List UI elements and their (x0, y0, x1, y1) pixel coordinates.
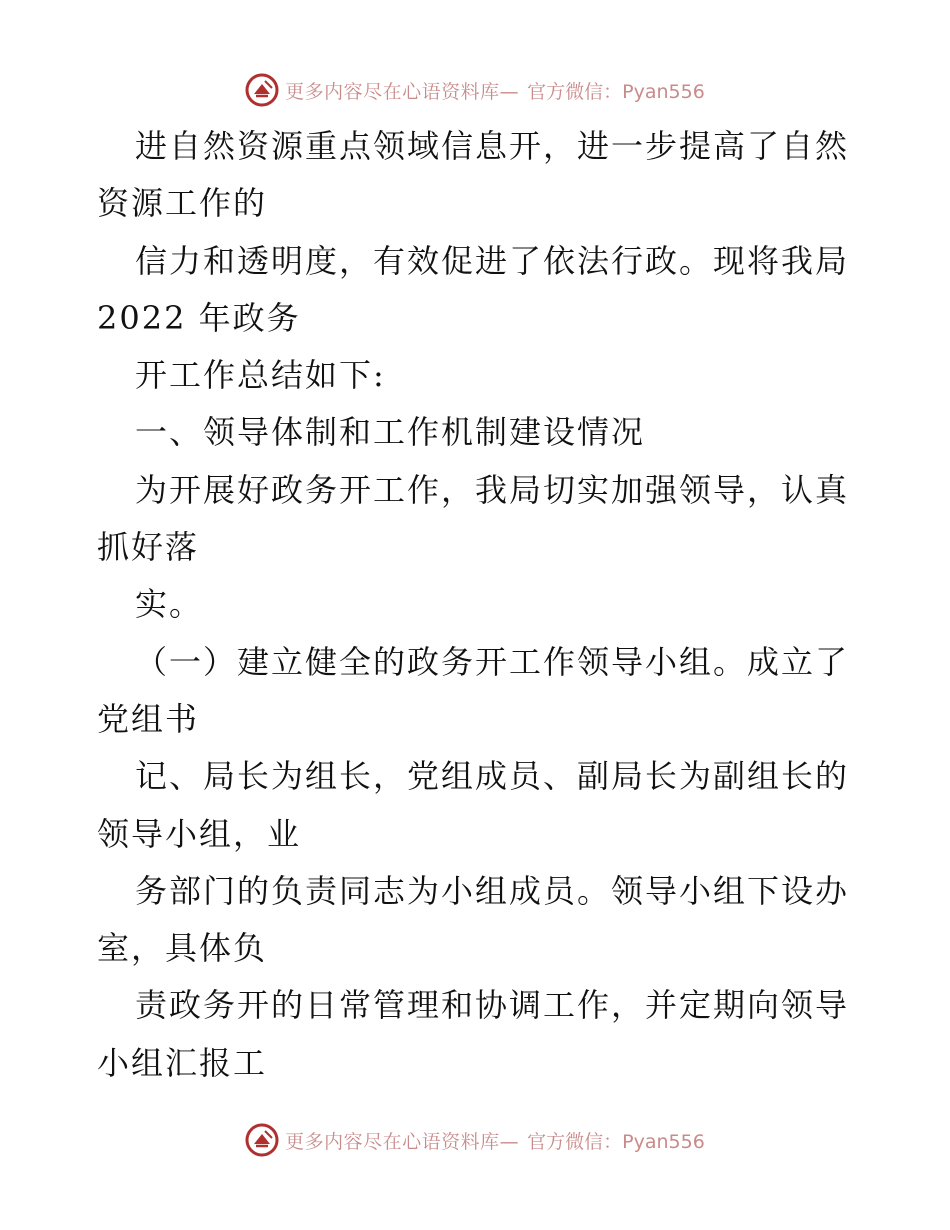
header-watermark (0, 70, 950, 110)
text-line: 责政务开的日常管理和协调工作，并定期向领导 (135, 986, 850, 1025)
footer-watermark (0, 1120, 950, 1160)
document-body (97, 118, 857, 1092)
subsection-heading: （一）建立健全的政务开工作领导小组。成立了 (135, 642, 850, 681)
watermark-wechat: 官方微信：Pyan556 (527, 1130, 705, 1153)
text-line: 信力和透明度，有效促进了依法行政。现将我局 (135, 241, 850, 280)
watermark-text: 更多内容尽在心语资料库— (285, 1130, 520, 1153)
text-line: 实。 (135, 585, 204, 624)
text-line: 进自然资源重点领域信息开，进一步提高了自然 (135, 127, 850, 165)
text-line: 开工作总结如下: (135, 356, 386, 395)
text-line: 室，具体负 (97, 929, 268, 968)
section-heading: 一、领导体制和工作机制建设情况 (135, 413, 646, 452)
text-line: 记、局长为组长，党组成员、副局长为副组长的 (135, 757, 850, 796)
text-line: 为开展好政务开工作，我局切实加强领导，认真 (135, 470, 850, 509)
text-line: 领导小组，业 (97, 814, 302, 853)
text-line: 小组汇报工 (97, 1043, 268, 1082)
text-line: 务部门的负责同志为小组成员。领导小组下设办 (135, 871, 850, 910)
text-line: 2022 年政务 (97, 298, 301, 337)
text-line: 资源工作的 (97, 184, 268, 223)
watermark-text: 更多内容尽在心语资料库— (285, 80, 520, 103)
book-logo-icon (245, 1123, 279, 1157)
book-logo-icon (245, 73, 279, 107)
text-line: 党组书 (97, 699, 200, 738)
text-line: 抓好落 (97, 528, 200, 567)
watermark-wechat: 官方微信：Pyan556 (527, 80, 705, 103)
